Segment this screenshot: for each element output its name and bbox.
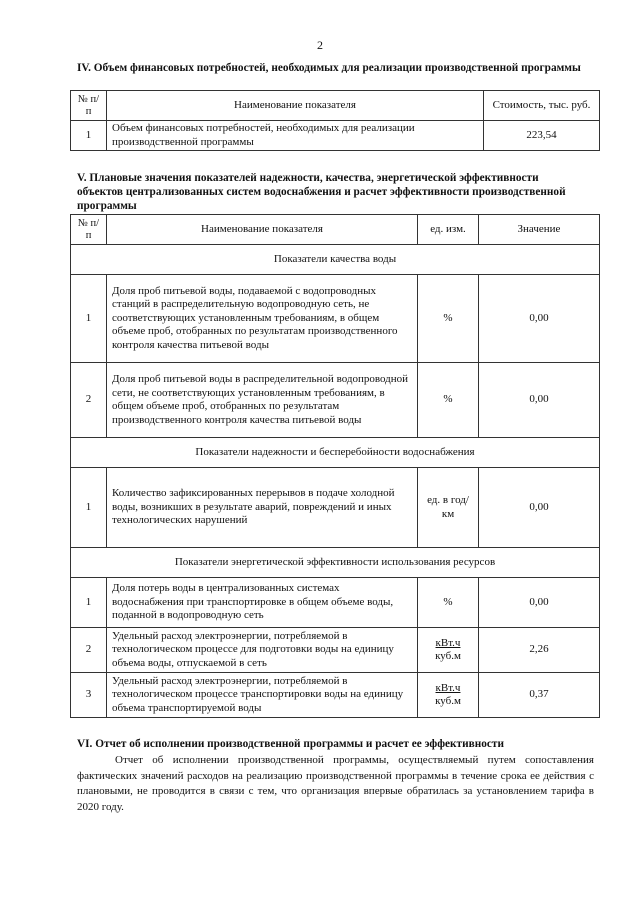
section-6-title: VI. Отчет об исполнении производственной программы и расчет ее эффективности [77, 738, 504, 750]
row-name: Объем финансовых потребностей, необходимых для реализации производственной программы [107, 121, 484, 151]
group-title-quality: Показатели качества воды [71, 245, 600, 275]
row-name: Доля потерь воды в централизованных системах водоснабжения при транспортировке в общем объеме воды, поданной в водопроводную сеть [107, 578, 418, 628]
section-5-title: V. Плановые значения показателей надежности, качества, энергетической эффективности объектов централизованных систем водоснабжения и расчет эффективности производственной программы [77, 172, 566, 212]
header-unit: ед. изм. [418, 215, 479, 245]
row-num: 1 [71, 121, 107, 151]
table-row [71, 275, 600, 363]
row-num: 3 [71, 673, 107, 718]
header-num: № п/п [71, 215, 107, 245]
page-number: 2 [317, 38, 323, 52]
unit-numerator: кВт.ч [435, 681, 461, 694]
section-4-title: IV. Объем финансовых потребностей, необходимых для реализации производственной программы [77, 62, 581, 74]
header-name: Наименование показателя [107, 91, 484, 121]
row-value: 2,26 [479, 628, 600, 673]
row-unit [418, 628, 479, 673]
header-name: Наименование показателя [107, 215, 418, 245]
row-unit: % [418, 578, 479, 628]
table-row [71, 121, 600, 151]
row-unit [418, 673, 479, 718]
header-cost: Стоимость, тыс. руб. [484, 91, 600, 121]
table-row [71, 468, 600, 548]
row-value: 0,00 [479, 275, 600, 363]
row-num: 1 [71, 578, 107, 628]
unit-denominator: куб.м [435, 695, 461, 707]
row-num: 2 [71, 363, 107, 438]
table-row [71, 673, 600, 718]
table-row [71, 628, 600, 673]
header-value: Значение [479, 215, 600, 245]
row-name: Удельный расход электроэнергии, потребляемой в технологическом процессе транспортировки воды на единицу объема транспортируемой воды [107, 673, 418, 718]
row-value: 0,00 [479, 578, 600, 628]
unit-numerator: кВт.ч [435, 636, 461, 649]
row-value: 223,54 [484, 121, 600, 151]
row-name: Доля проб питьевой воды в распределительной водопроводной сети, не соответствующих установленным требованиям, в общем объеме проб, отобранных по результатам производственного контроля качества питьевой воды [107, 363, 418, 438]
row-name: Удельный расход электроэнергии, потребляемой в технологическом процессе для подготовки воды на единицу объема воды, отпускаемой в сеть [107, 628, 418, 673]
row-value: 0,00 [479, 468, 600, 548]
group-title-energy: Показатели энергетической эффективности использования ресурсов [71, 548, 600, 578]
row-num: 1 [71, 275, 107, 363]
row-unit: % [418, 363, 479, 438]
unit-denominator: куб.м [435, 650, 461, 662]
financial-needs-table [70, 90, 600, 151]
row-unit: % [418, 275, 479, 363]
report-paragraph: Отчет об исполнении производственной программы, осуществляемый путем сопоставления фактических значений расходов на реализацию производственной программы в течение срока ее действия с плановыми, не проводится в связи с тем, что организация впервые обратилась за установлением тарифа в 2020 году. [77, 754, 594, 813]
row-num: 1 [71, 468, 107, 548]
row-unit: ед. в год/ км [418, 468, 479, 548]
table-row [71, 363, 600, 438]
row-name: Доля проб питьевой воды, подаваемой с водопроводных станций в распределительную водопроводную сеть, не соответствующих установленным требованиям, в общем объеме проб, отобранных по результатам производственного контроля качества питьевой воды [107, 275, 418, 363]
row-value: 0,00 [479, 363, 600, 438]
row-num: 2 [71, 628, 107, 673]
header-num: № п/п [71, 91, 107, 121]
indicators-table [70, 214, 600, 718]
row-value: 0,37 [479, 673, 600, 718]
table-row [71, 578, 600, 628]
group-title-reliability: Показатели надежности и бесперебойности водоснабжения [71, 438, 600, 468]
row-name: Количество зафиксированных перерывов в подаче холодной воды, возникших в результате аварий, повреждений и иных технологических нарушений [107, 468, 418, 548]
